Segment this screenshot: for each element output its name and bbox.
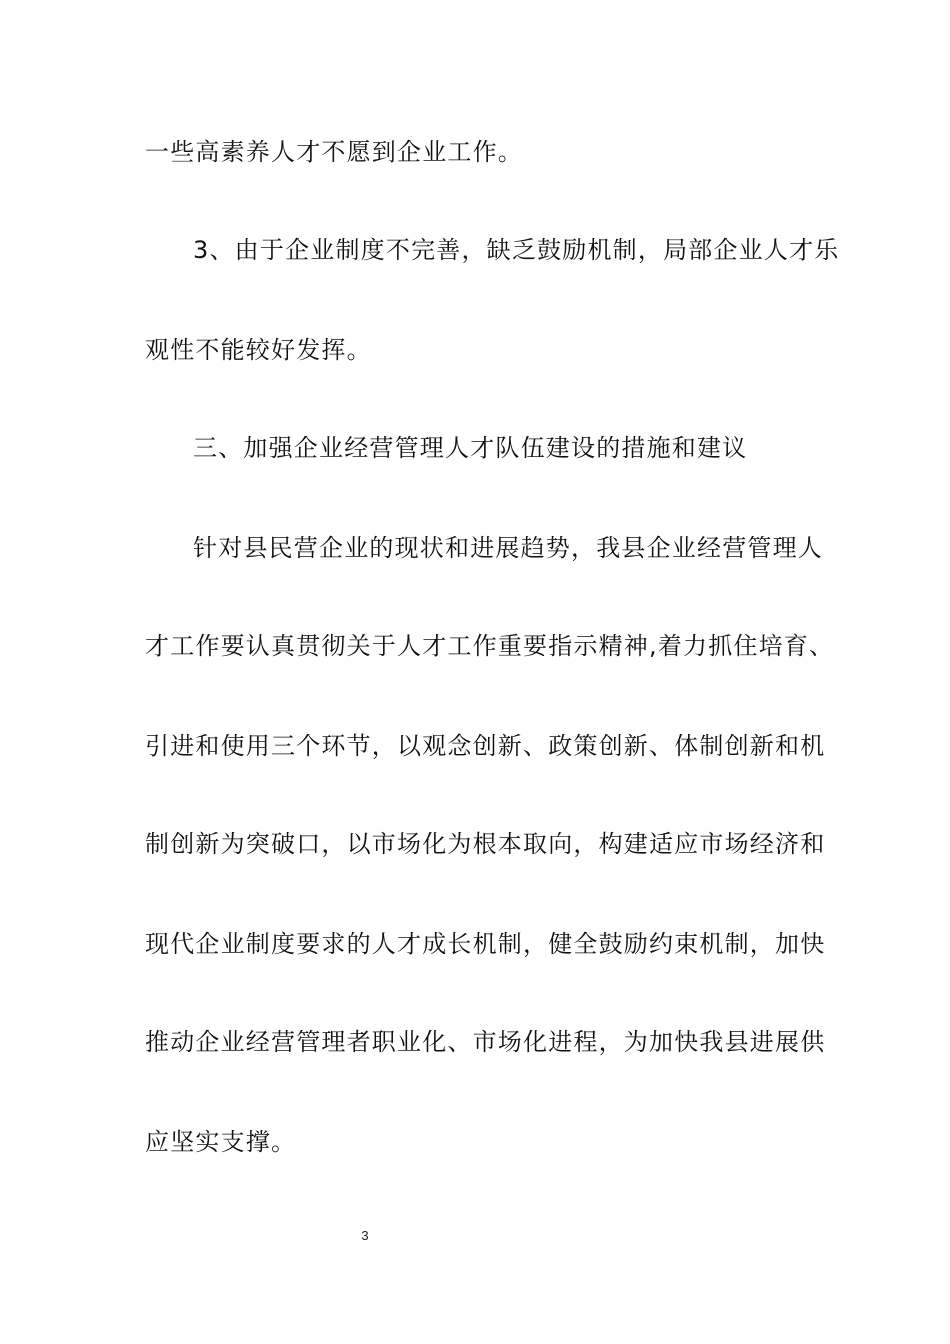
paragraph-line-3: 观性不能较好发挥。 — [145, 336, 372, 364]
paragraph-line-6: 才工作要认真贯彻关于人才工作重要指示精神,着力抓住培育、 — [145, 632, 835, 660]
section-heading: 三、加强企业经营管理人才队伍建设的措施和建议 — [193, 434, 748, 462]
paragraph-line-5: 针对县民营企业的现状和进展趋势，我县企业经营管理人 — [193, 534, 823, 562]
paragraph-line-2: 3、由于企业制度不完善，缺乏鼓励机制，局部企业人才乐 — [193, 236, 840, 264]
paragraph-line-1: 一些高素养人才不愿到企业工作。 — [145, 138, 523, 166]
paragraph-line-10: 推动企业经营管理者职业化、市场化进程，为加快我县进展供 — [145, 1028, 826, 1056]
page-number: 3 — [361, 1228, 369, 1243]
paragraph-line-7: 引进和使用三个环节，以观念创新、政策创新、体制创新和机 — [145, 732, 826, 760]
paragraph-line-11: 应坚实支撑。 — [145, 1128, 297, 1156]
paragraph-line-8: 制创新为突破口，以市场化为根本取向，构建适应市场经济和 — [145, 830, 826, 858]
paragraph-line-9: 现代企业制度要求的人才成长机制，健全鼓励约束机制，加快 — [145, 930, 826, 958]
